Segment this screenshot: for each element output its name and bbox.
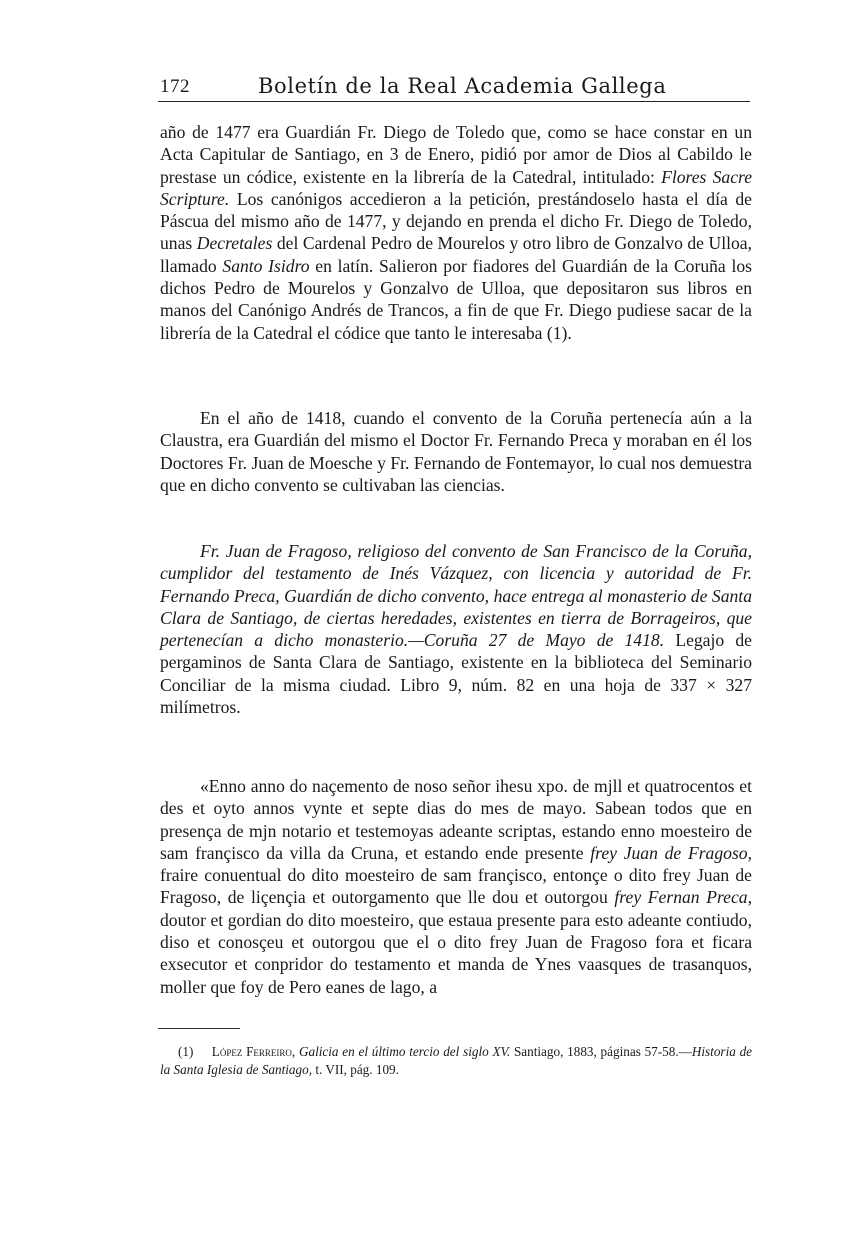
transcription-quote	[160, 775, 752, 998]
italic-text: Flores Sacre Scripture.	[160, 166, 753, 209]
italic-text: frey Fernan Preca,	[614, 887, 752, 908]
text-run: Legajo de pergaminos de Santa Clara de Santiago, existente en la biblioteca del Seminario Conciliar de la misma ciudad. Libro 9, núm. 82 en una hoja de 337 × 327 milímetros.	[160, 630, 752, 718]
paragraph-2	[160, 407, 752, 496]
text-run: En el año de 1418, cuando el convento de la Coruña pertenecía aún a la Claustra, era Guardián del mismo el Doctor Fr. Fernando Preca y moraban en él los Doctores Fr. Juan de Moesche y Fr. Fernando de Fontemayor, lo cual nos demuestra que en dicho convento se cultivaban las ciencias.	[160, 408, 752, 495]
paragraph-1	[160, 121, 752, 344]
text-run: del Cardenal Pedro de Mourelos y otro libro de Gonzalvo de Ulloa, llamado	[160, 233, 752, 276]
header-rule	[158, 101, 750, 102]
paragraph-text	[160, 540, 752, 718]
paragraph-text	[160, 407, 752, 496]
footnote-marker: (1)	[178, 1044, 194, 1059]
footnote-rule	[158, 1028, 240, 1029]
text-run: Santiago, 1883, páginas 57-58.—	[510, 1044, 692, 1059]
page-number: 172	[160, 76, 190, 97]
text-run: «Enno anno do naçemento de noso señor ihesu xpo. de mjll et quatrocentos et des et oyto annos vynte et septe dias do mes de mayo. Sabean todos que en presença de mjn notario et testemoyas adeante scriptas, estando enno moesteiro de sam françisco da villa da Cruna, et estando ende presente	[160, 776, 752, 863]
italic-text: Historia de la Santa Iglesia de Santiago,	[160, 1044, 753, 1077]
italic-text: Fr. Juan de Fragoso, religioso del convento de San Francisco de la Coruña, cumplidor del testamento de Inés Vázquez, con licencia y autoridad de Fr. Fernando Preca, Guardián de dicho convento, hace entrega al monasterio de Santa Clara de Santiago, de ciertas heredades, existentes en tierra de Borrageiros, que pertenecían a dicho monasterio.—Coruña 27 de Mayo de 1418.	[160, 541, 752, 651]
text-run: doutor et gordian do dito moesteiro, que estaua presente para esto adeante contiudo, diso et conosçeu et outorgou que el o dito frey Juan de Fragoso fora et ficara exsecutor et conpridor do testamento et manda de Ynes vaasques de trasanquos, moller que foy de Pero eanes de lago, a	[160, 909, 752, 997]
paragraph-text	[160, 775, 752, 998]
italic-text: Galicia en el último tercio del siglo XV.	[295, 1044, 511, 1059]
footnote-1	[160, 1043, 752, 1078]
italic-text: Santo Isidro	[222, 255, 310, 276]
text-run: Los canónigos accedieron a la petición, prestándoselo hasta el día de Páscua del mismo año de 1477, y dejando en prenda el dicho Fr. Diego de Toledo, unas	[160, 188, 752, 254]
paragraph-text	[160, 121, 752, 344]
page-header	[160, 74, 750, 100]
text-run: en latín. Salieron por fiadores del Guardián de la Coruña los dichos Pedro de Mourelos y Gonzalvo de Ulloa, que depositaron sus libros en manos del Canónigo Andrés de Trancos, a fin de que Fr. Diego pudiese sacar de la librería de la Catedral el códice que tanto le interesaba (1).	[160, 255, 752, 343]
text-run: fraire conuentual do dito moesteiro de sam françisco, entonçe o dito frey Juan de Fragoso, de liçençia et outorgamento que lle dou et outorgou	[160, 865, 752, 908]
footnote-author: López Ferreiro,	[211, 1044, 296, 1059]
text-run: t. VII, pág. 109.	[312, 1061, 399, 1077]
italic-text: frey Juan de Fragoso,	[590, 842, 752, 863]
italic-text: Decretales	[196, 233, 273, 254]
text-run: año de 1477 era Guardián Fr. Diego de Toledo que, como se hace constar en un Acta Capitular de Santiago, en 3 de Enero, pidió por amor de Dios al Cabildo le prestase un códice, existente en la librería de la Catedral, intitulado:	[160, 122, 752, 187]
running-title: Boletín de la Real Academia Gallega	[258, 74, 667, 98]
footnotes	[160, 1043, 752, 1078]
document-summary	[160, 540, 752, 718]
